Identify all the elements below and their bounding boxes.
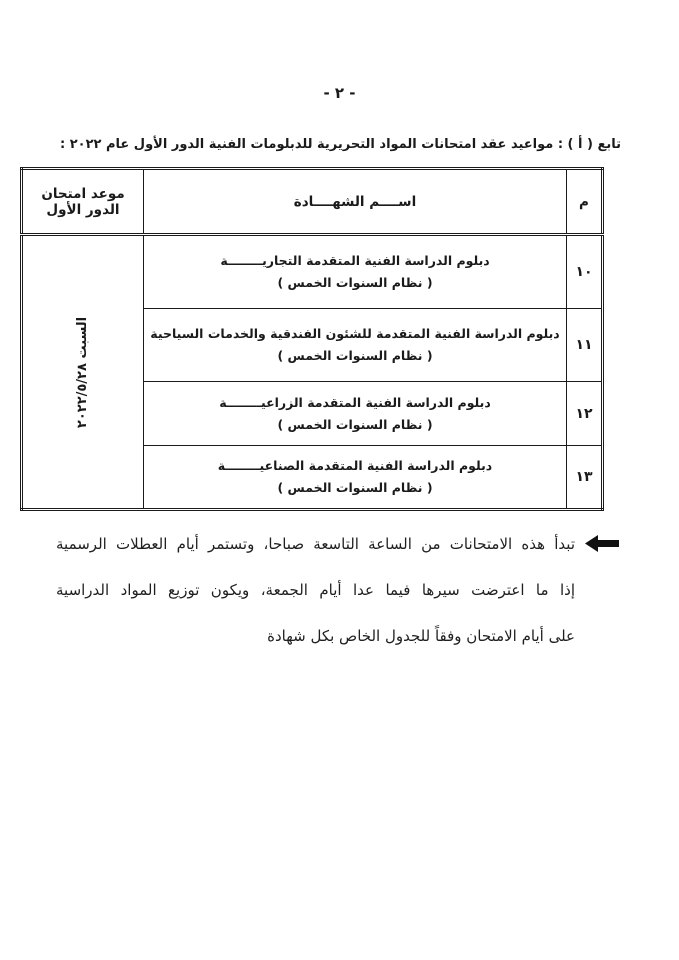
header-number-column: م: [567, 169, 603, 235]
certificate-name-cell: [144, 309, 567, 382]
certificate-name-cell: [144, 382, 567, 446]
exam-date-cell: [22, 235, 144, 510]
section-title: تابع ( أ ) : مواعيد عقد امتحانات المواد التحريرية للدبلومات الفنية الدور الأول عام ٢٠٢٢ :: [59, 137, 621, 152]
footnote-line: إذا ما اعترضت سيرها فيما عدا أيام الجمعة، ويكون توزيع المواد الدراسية: [56, 581, 575, 599]
table-header-row: [22, 169, 603, 235]
left-arrow-icon: [585, 535, 619, 552]
row-number: ١٠: [567, 235, 603, 309]
diploma-name: دبلوم الدراسة الفنية المتقدمة للشئون الفندقية والخدمات السياحية: [150, 326, 560, 342]
header-exam-date-column: موعد امتحان الدور الأول: [22, 169, 144, 235]
row-number: ١١: [567, 309, 603, 382]
diploma-name: دبلوم الدراسة الفنية المتقدمة الصناعيــــــــة: [217, 458, 493, 474]
diploma-name: دبلوم الدراسة الفنية المتقدمة التجاريــــــــة: [220, 253, 490, 269]
exam-schedule-table-wrap: [20, 167, 604, 511]
diploma-system: ( نظام السنوات الخمس ): [277, 275, 433, 291]
page-number: - ٢ -: [323, 84, 356, 102]
row-number: ١٢: [567, 382, 603, 446]
exam-date-inner: [27, 238, 139, 506]
diploma-system: ( نظام السنوات الخمس ): [277, 348, 433, 364]
diploma-system: ( نظام السنوات الخمس ): [277, 480, 433, 496]
certificate-name-cell: [144, 446, 567, 510]
row-number: ١٣: [567, 446, 603, 510]
table-row: [22, 235, 603, 309]
diploma-name: دبلوم الدراسة الفنية المتقدمة الزراعيــــــــة: [219, 394, 491, 410]
diploma-system: ( نظام السنوات الخمس ): [277, 416, 433, 432]
exam-schedule-table: [20, 167, 604, 511]
exam-date-rotated-text: السبت ٢٠٢٢/٥/٢٨: [75, 316, 91, 428]
header-certificate-name-column: اســــم الشهــــادة: [144, 169, 567, 235]
certificate-name-cell: [144, 235, 567, 309]
footnote-line: على أيام الامتحان وفقاً للجدول الخاص بكل شهادة: [267, 627, 575, 645]
footnote: [56, 521, 619, 659]
footnote-line: تبدأ هذه الامتحانات من الساعة التاسعة صباحا، وتستمر أيام العطلات الرسمية: [56, 535, 575, 553]
